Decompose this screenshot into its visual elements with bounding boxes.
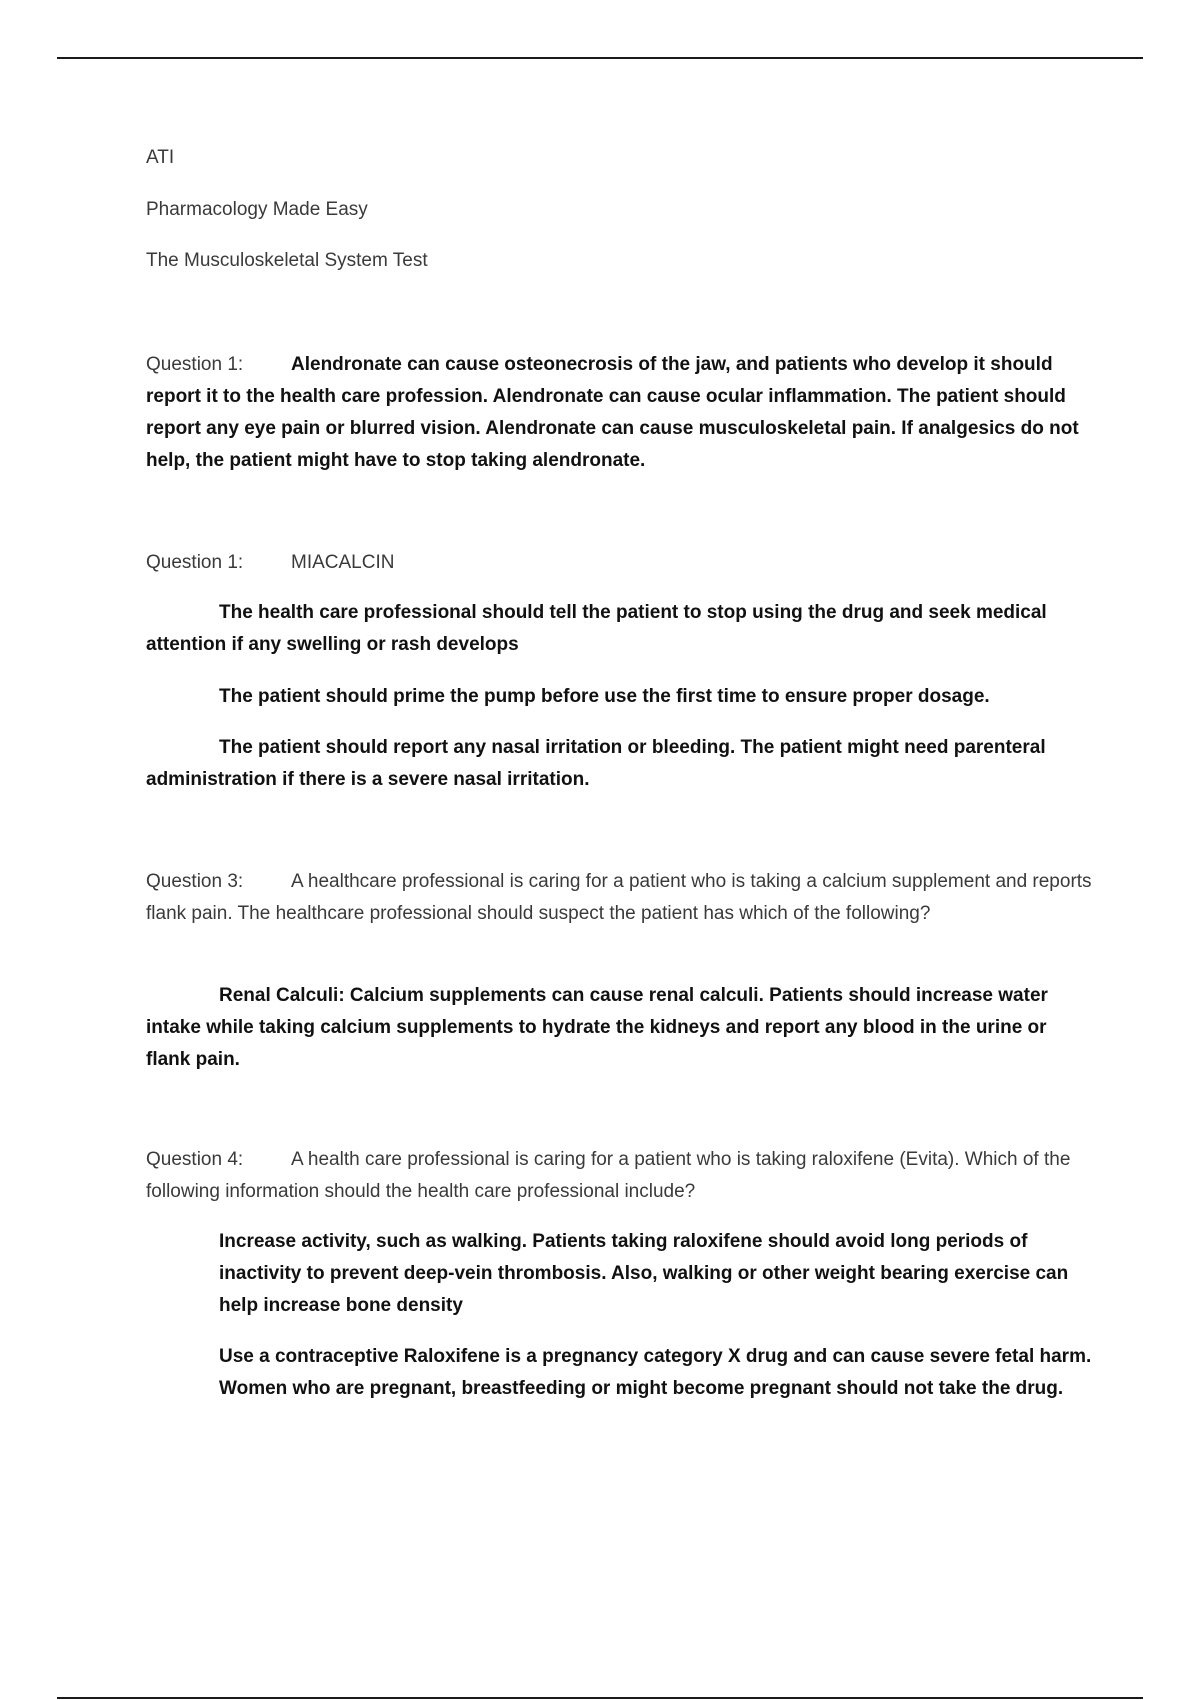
- question-4-label: Question 4:: [146, 1149, 244, 1170]
- top-rule: [57, 57, 1143, 59]
- question-1-label: Question 1:: [146, 354, 244, 375]
- header-test-title: The Musculoskeletal System Test: [146, 250, 428, 271]
- question-2-block: [146, 547, 1096, 579]
- question-2-label: Question 1:: [146, 552, 244, 573]
- question-4-answer-2: Use a contraceptive Raloxifene is a pregnancy category X drug and can cause severe fetal harm. Women who are pregnant, breastfeeding or might become pregnant should not take the drug.: [219, 1346, 1092, 1399]
- question-4-prompt: A health care professional is caring for a patient who is taking raloxifene (Evita). Which of the following information should the health care professional include?: [146, 1149, 1071, 1202]
- question-4-answer-1: Increase activity, such as walking. Patients taking raloxifene should avoid long periods of inactivity to prevent deep-vein thrombosis. Also, walking or other weight bearing exercise can help increase bone density: [219, 1231, 1069, 1316]
- question-2-title: MIACALCIN: [291, 552, 395, 573]
- question-2-answer-1: The health care professional should tell the patient to stop using the drug and seek medical attention if any swelling or rash develops: [146, 602, 1047, 655]
- header-ati: ATI: [146, 147, 175, 168]
- question-1-answer: Alendronate can cause osteonecrosis of the jaw, and patients who develop it should report it to the health care profession. Alendronate can cause ocular inflammation. The patient should report any eye pain or blurred vision. Alendronate can cause musculoskeletal pain. If analgesics do not help, the patient might have to stop taking alendronate.: [146, 354, 1079, 471]
- question-3-label: Question 3:: [146, 871, 244, 892]
- question-3-prompt: A healthcare professional is caring for a patient who is taking a calcium supplement and reports flank pain. The healthcare professional should suspect the patient has which of the following?: [146, 871, 1092, 924]
- question-4-block: [146, 1144, 1096, 1208]
- question-3-block: [146, 866, 1096, 930]
- header-course: Pharmacology Made Easy: [146, 199, 368, 220]
- question-3-answer: Renal Calculi: Calcium supplements can cause renal calculi. Patients should increase water intake while taking calcium supplements to hydrate the kidneys and report any blood in the urine or flank pain.: [146, 985, 1048, 1070]
- question-2-answer-3: The patient should report any nasal irritation or bleeding. The patient might need parenteral administration if there is a severe nasal irritation.: [146, 737, 1046, 790]
- question-2-answer-2: The patient should prime the pump before use the first time to ensure proper dosage.: [219, 686, 990, 707]
- bottom-rule: [57, 1697, 1143, 1699]
- question-1-block: [146, 349, 1096, 477]
